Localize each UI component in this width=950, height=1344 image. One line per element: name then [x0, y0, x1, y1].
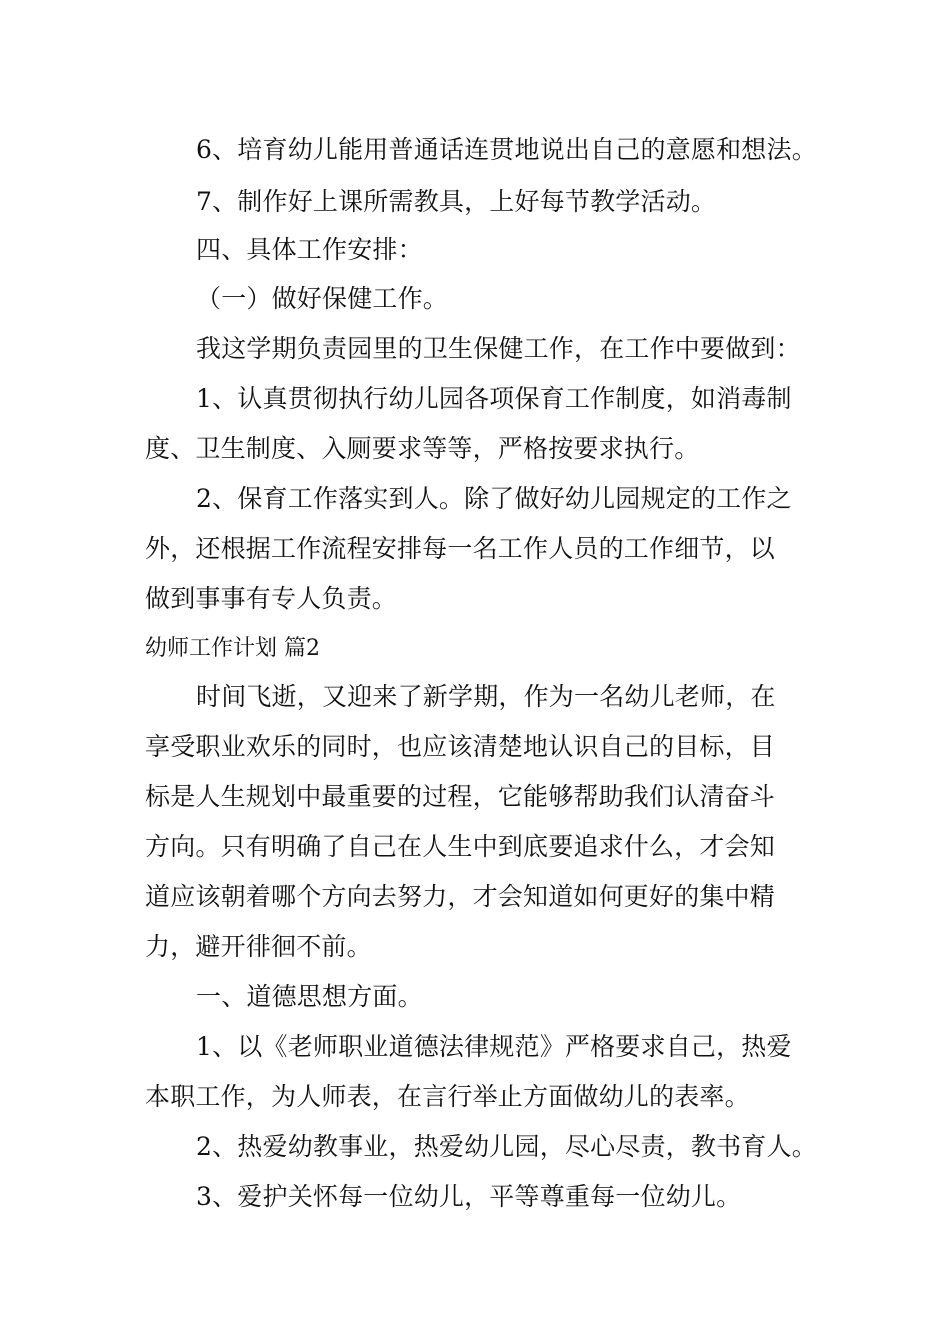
paragraph-line: 2、热爱幼教事业，热爱幼儿园，尽心尽责，教书育人。: [196, 1132, 817, 1161]
paragraph-line: 方向。只有明确了自己在人生中到底要追求什么，才会知: [145, 832, 776, 861]
paragraph-line: 做到事事有专人负责。: [145, 584, 398, 613]
paragraph-line: 7、制作好上课所需教具，上好每节教学活动。: [196, 187, 717, 216]
paragraph-line: 1、以《老师职业道德法律规范》严格要求自己，热爱: [196, 1032, 792, 1061]
paragraph-line: 3、爱护关怀每一位幼儿，平等尊重每一位幼儿。: [196, 1182, 742, 1211]
paragraph-line: 时间飞逝，又迎来了新学期，作为一名幼儿老师，在: [196, 682, 776, 711]
section-heading: 四、具体工作安排：: [196, 235, 423, 264]
section-heading: 一、道德思想方面。: [196, 982, 423, 1011]
paragraph-line: 力，避开徘徊不前。: [145, 932, 372, 961]
subsection-heading: （一）做好保健工作。: [196, 284, 449, 313]
paragraph-line: 6、培育幼儿能用普通话连贯地说出自己的意愿和想法。: [196, 135, 817, 164]
paragraph-line: 我这学期负责园里的卫生保健工作，在工作中要做到：: [196, 334, 801, 363]
paragraph-line: 外，还根据工作流程安排每一名工作人员的工作细节，以: [145, 534, 776, 563]
paragraph-line: 度、卫生制度、入厕要求等等，严格按要求执行。: [145, 434, 700, 463]
paragraph-line: 2、保育工作落实到人。除了做好幼儿园规定的工作之: [196, 484, 792, 513]
paragraph-line: 标是人生规划中最重要的过程，它能够帮助我们认清奋斗: [145, 782, 776, 811]
article-heading: 幼师工作计划 篇2: [145, 636, 320, 661]
paragraph-line: 本职工作，为人师表，在言行举止方面做幼儿的表率。: [145, 1082, 750, 1111]
paragraph-line: 道应该朝着哪个方向去努力，才会知道如何更好的集中精: [145, 882, 776, 911]
paragraph-line: 1、认真贯彻执行幼儿园各项保育工作制度，如消毒制: [196, 384, 792, 413]
paragraph-line: 享受职业欢乐的同时，也应该清楚地认识自己的目标，目: [145, 732, 776, 761]
